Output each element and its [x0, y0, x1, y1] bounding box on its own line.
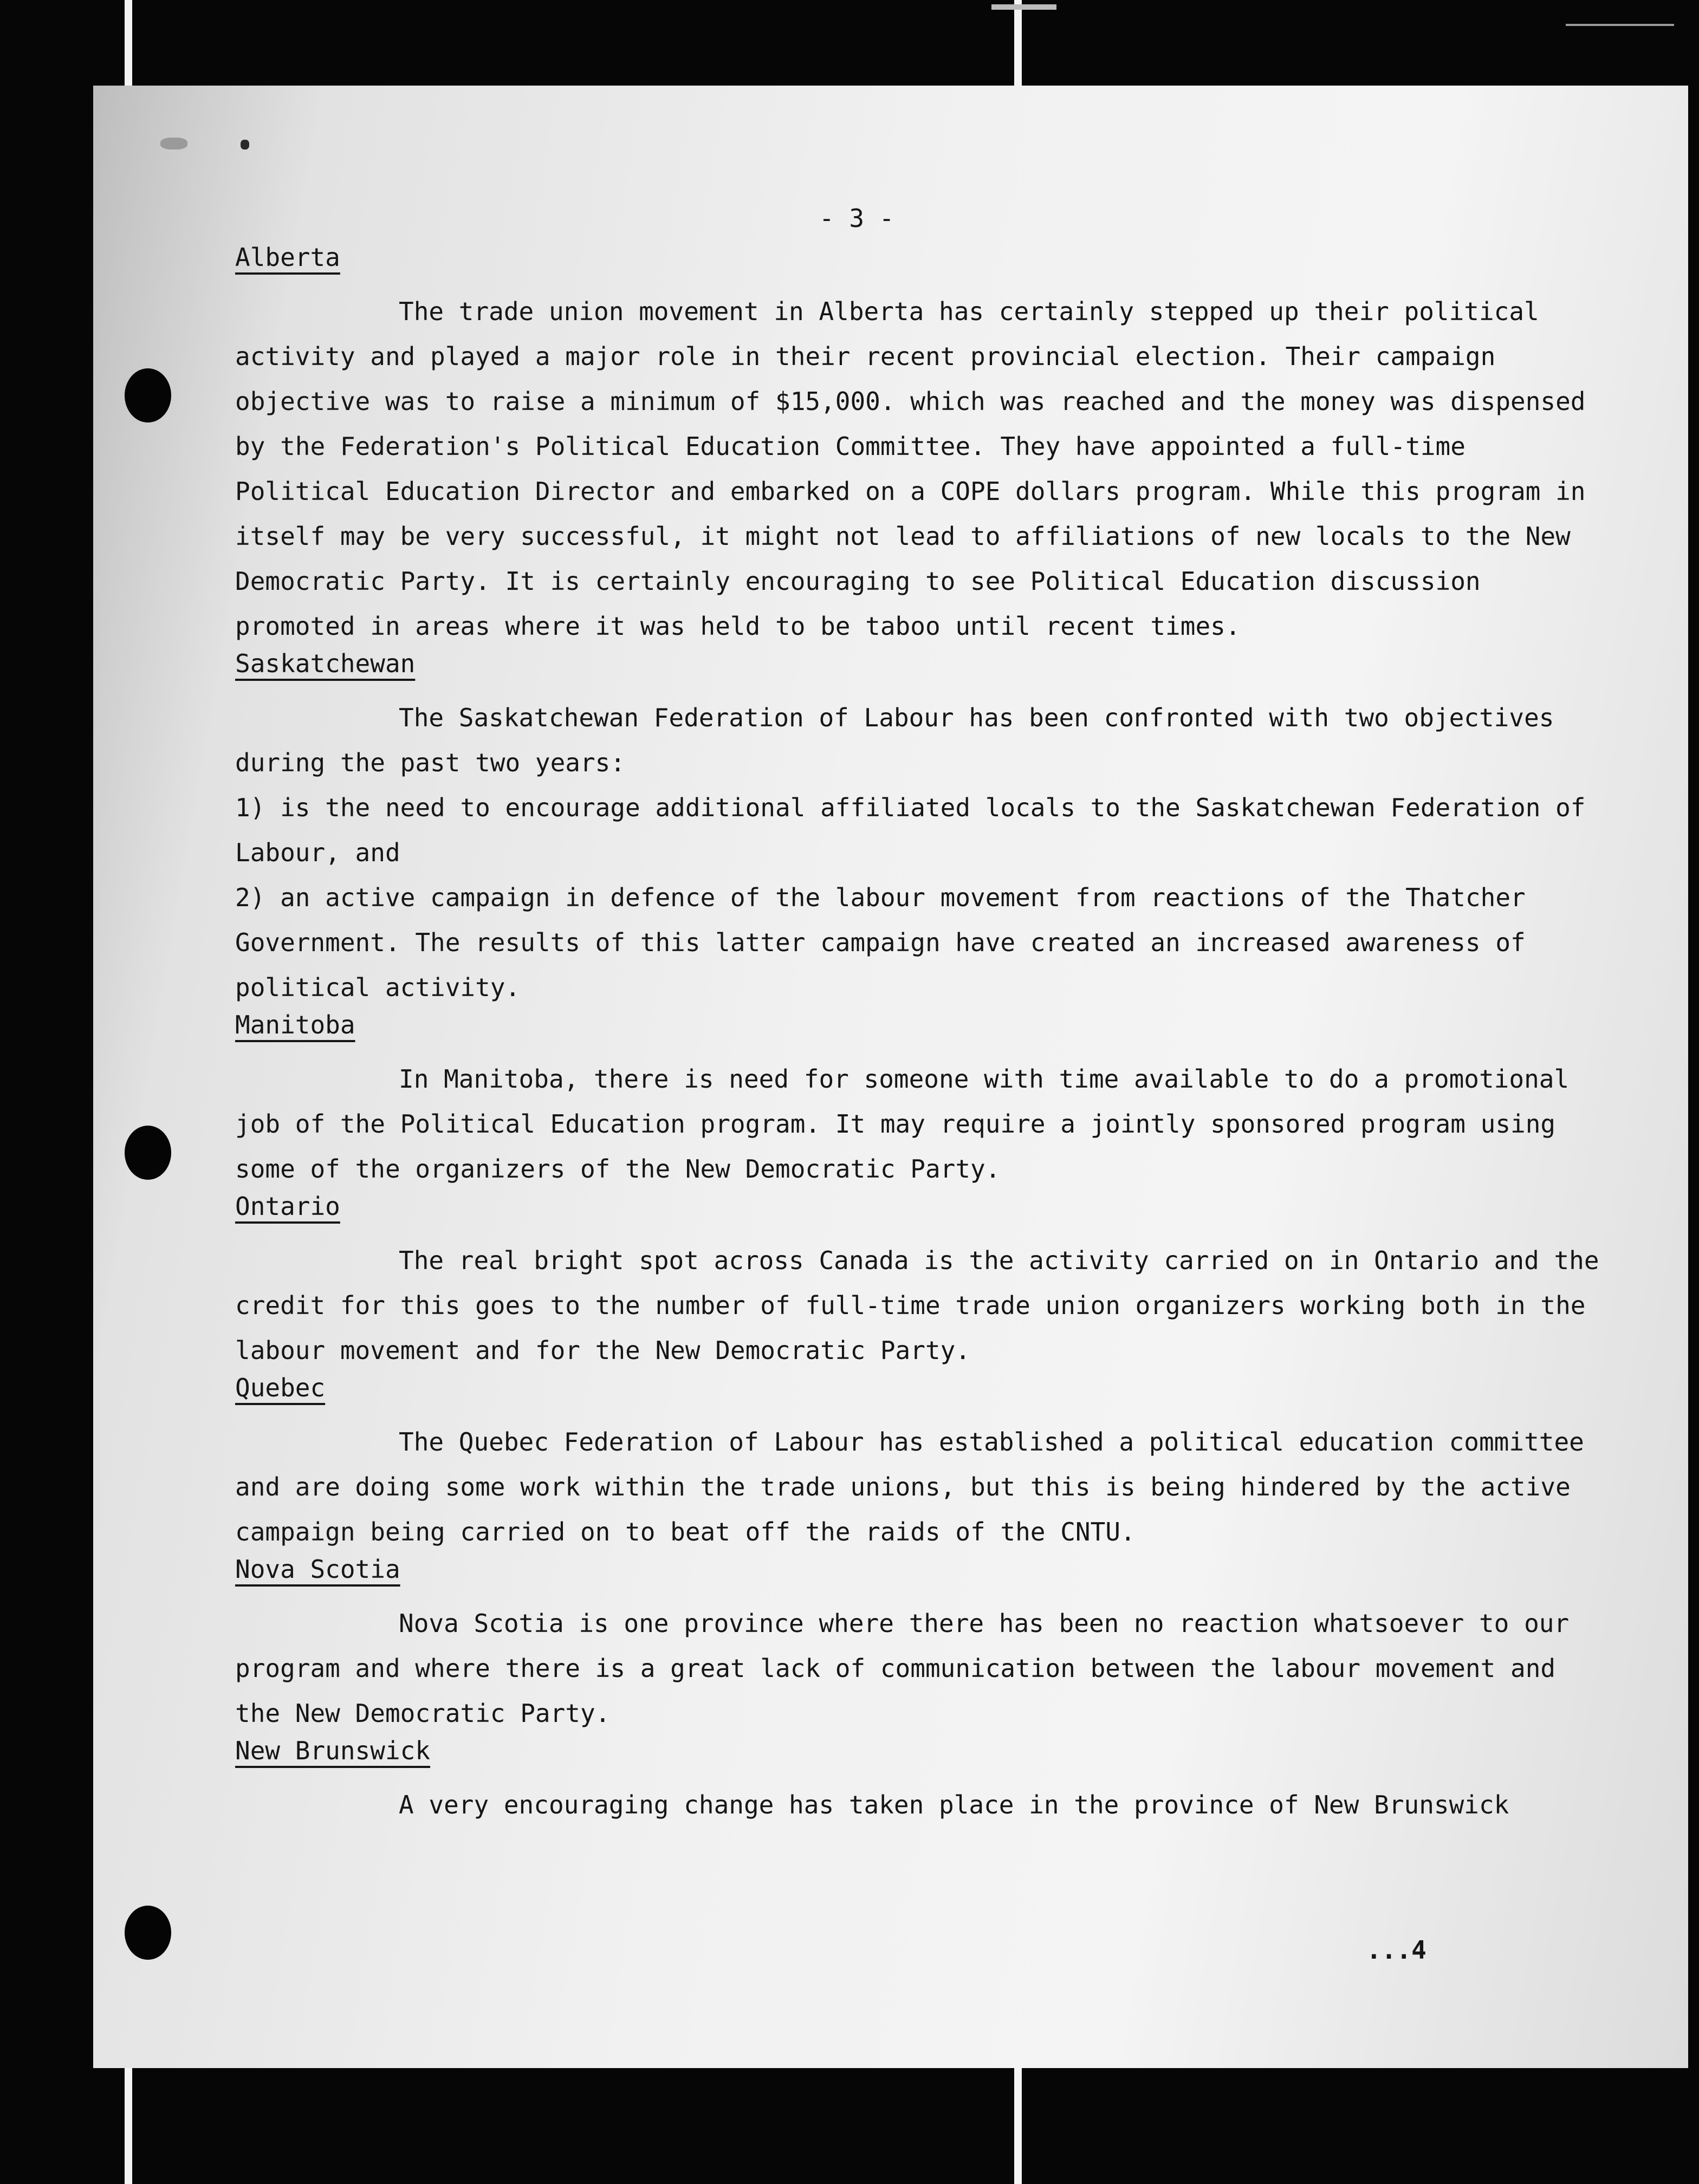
film-edge-bottom-left [125, 2067, 132, 2184]
paragraph-quebec: The Quebec Federation of Labour has established a political education committee and are doing some work within the trade unions, but this is being hindered by the active campaign being carried on to beat off the raids of the CNTU. [235, 1427, 1584, 1546]
paragraph-nova-scotia: Nova Scotia is one province where there has been no reaction whatsoever to our program and where there is a great lack of communication between the labour movement and the New Democratic Party. [235, 1609, 1570, 1728]
paragraph-ontario: The real bright spot across Canada is the activity carried on in Ontario and the credit for this goes to the number of full-time trade union organizers working both in the labour movement and for the New Democratic Party. [235, 1246, 1599, 1365]
film-edge-top-left [125, 0, 132, 87]
film-edge-bottom-right [1014, 2067, 1022, 2184]
heading-nova-scotia: Nova Scotia [235, 1555, 400, 1584]
film-mark-top-right [1566, 24, 1674, 26]
film-mark-top [991, 4, 1056, 10]
list-item-1: 1) is the need to encourage additional affiliated locals to the Saskatchewan Federation of Labour, and [235, 793, 1586, 867]
heading-quebec: Quebec [235, 1373, 326, 1402]
film-edge-top-right [1014, 0, 1022, 87]
punch-hole-top [125, 368, 171, 422]
list-item-2: 2) an active campaign in defence of the labour movement from reactions of the Thatcher Government. The results of this latter campaign have created an increased awareness of political activity. [235, 883, 1526, 1002]
heading-new-brunswick: New Brunswick [235, 1736, 431, 1765]
smudge-dot [241, 140, 249, 150]
document-page [93, 86, 1688, 2068]
paragraph-saskatchewan-intro: The Saskatchewan Federation of Labour has been confronted with two objectives during the past two years: [235, 703, 1554, 777]
heading-saskatchewan: Saskatchewan [235, 649, 416, 678]
heading-manitoba: Manitoba [235, 1010, 355, 1039]
smudge-mark [160, 138, 187, 150]
page-number: - 3 - [819, 204, 894, 233]
punch-hole-bottom [125, 1906, 171, 1960]
continuation-marker: ...4 [1366, 1935, 1426, 1965]
paragraph-alberta: The trade union movement in Alberta has certainly stepped up their political activity and played a major role in their recent provincial election. Their campaign objective was to raise a minimum of $15,000. which was reached and the money was dispensed by the Federation's Political Education Committee. They have appointed a full-time Political Education Director and embarked on a COPE dollars program. While this program in itself may be very successful, it might not lead to affiliations of new locals to the New Democratic Party. It is certainly encouraging to see Political Education discussion promoted in areas where it was held to be taboo until recent times. [235, 297, 1586, 641]
heading-alberta: Alberta [235, 243, 340, 272]
heading-ontario: Ontario [235, 1192, 340, 1221]
punch-hole-middle [125, 1126, 171, 1180]
paragraph-new-brunswick: A very encouraging change has taken place in the province of New Brunswick [399, 1790, 1509, 1819]
paragraph-manitoba: In Manitoba, there is need for someone with time available to do a promotional job of the Political Education program. It may require a jointly sponsored program using some of the organizers of the New Democratic Party. [235, 1064, 1570, 1184]
